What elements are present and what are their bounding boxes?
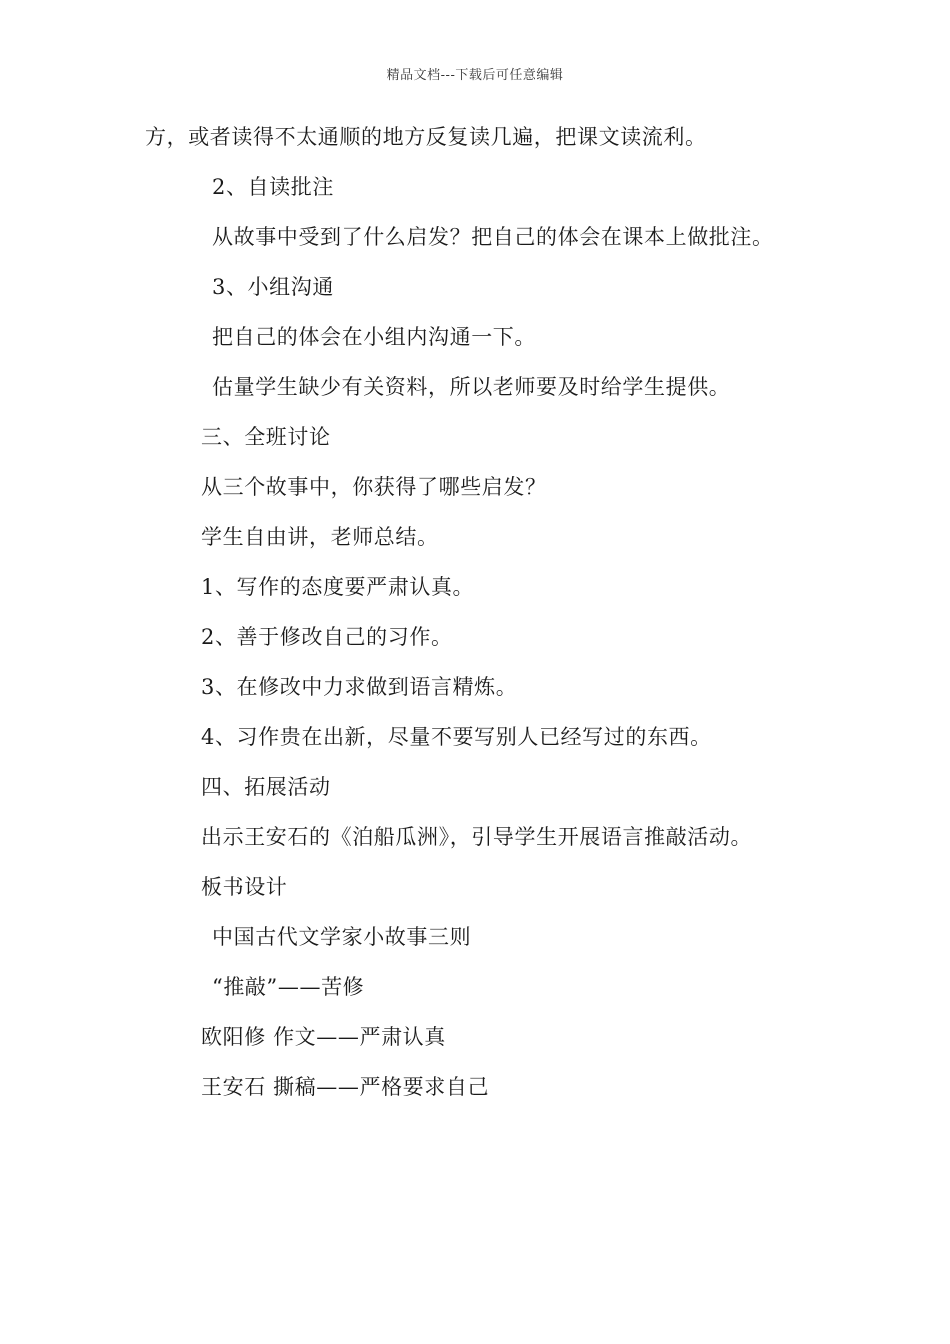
board-design-heading: 板书设计 (201, 875, 288, 899)
text-line: 从三个故事中，你获得了哪些启发？ (201, 475, 547, 499)
list-item: 1、写作的态度要严肃认真。 (201, 575, 475, 599)
list-item: 4、习作贵在出新，尽量不要写别人已经写过的东西。 (201, 725, 712, 749)
text-line: 把自己的体会在小组内沟通一下。 (212, 325, 536, 349)
board-line: 欧阳修 作文——严肃认真 (201, 1025, 446, 1049)
text-line-step-2: 2、自读批注 (212, 175, 334, 199)
text-line: 估量学生缺少有关资料，所以老师要及时给学生提供。 (212, 375, 731, 399)
board-line: 王安石 撕稿——严格要求自己 (201, 1075, 490, 1099)
text-line: 学生自由讲，老师总结。 (201, 525, 439, 549)
page-header: 精品文档---下载后可任意编辑 (386, 68, 564, 83)
list-item: 3、在修改中力求做到语言精炼。 (201, 675, 518, 699)
board-title: 中国古代文学家小故事三则 (212, 925, 472, 949)
list-item: 2、善于修改自己的习作。 (201, 625, 453, 649)
text-line: 从故事中受到了什么启发？把自己的体会在课本上做批注。 (212, 225, 774, 249)
board-line: “推敲”——苦修 (212, 975, 365, 999)
section-heading-4: 四、拓展活动 (201, 775, 331, 799)
section-heading-3: 三、全班讨论 (201, 425, 331, 449)
text-line-continuation: 方，或者读得不太通顺的地方反复读几遍，把课文读流利。 (145, 125, 707, 149)
text-line-step-3: 3、小组沟通 (212, 275, 334, 299)
text-line: 出示王安石的《泊船瓜洲》，引导学生开展语言推敲活动。 (201, 825, 753, 849)
